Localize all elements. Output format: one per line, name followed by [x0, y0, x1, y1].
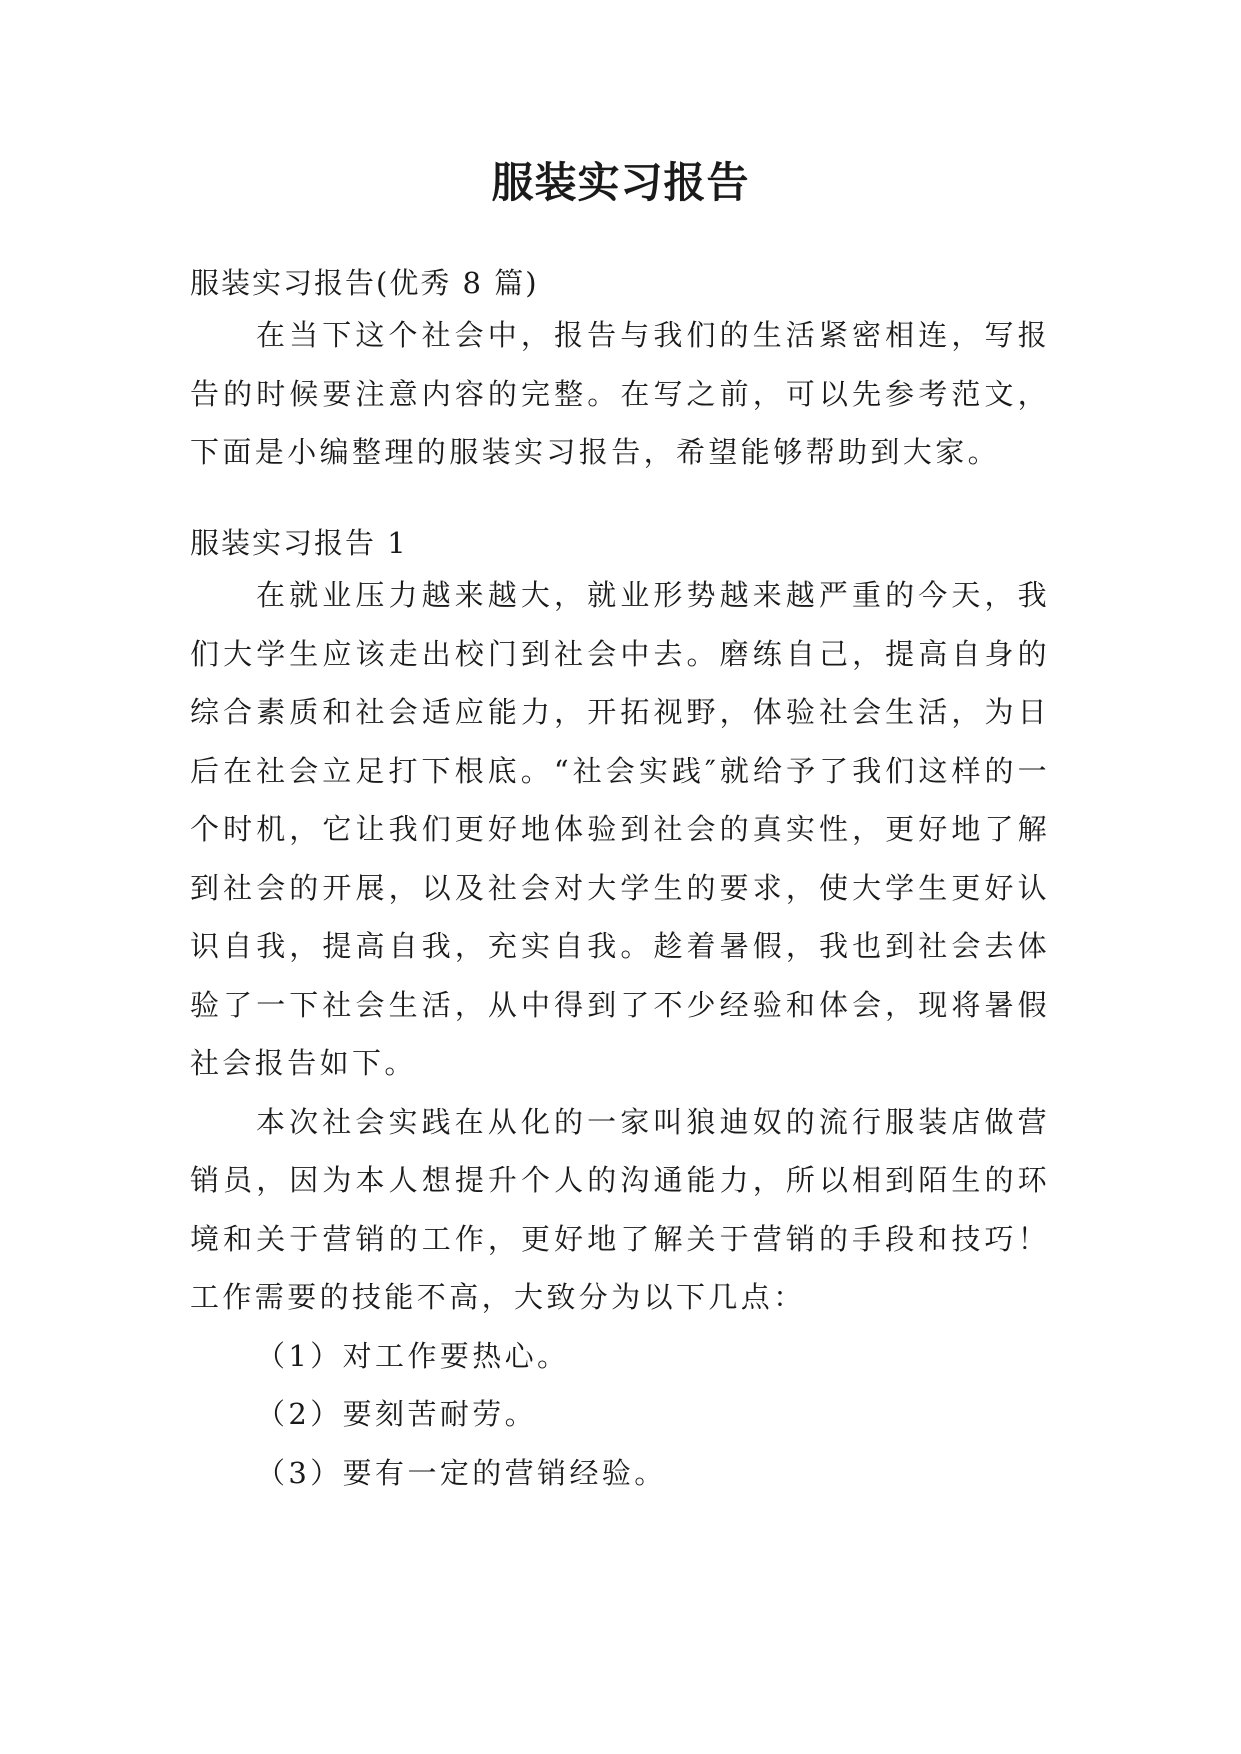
intro-block [190, 306, 1050, 482]
section-body [190, 566, 1050, 1502]
list-item: （3）要有一定的营销经验。 [256, 1455, 667, 1490]
document-subtitle: 服装实习报告(优秀 8 篇) [190, 266, 539, 300]
list-item: （2）要刻苦耐劳。 [256, 1397, 538, 1431]
list-item: （1）对工作要热心。 [256, 1338, 570, 1373]
intro-paragraph: 在当下这个社会中，报告与我们的生活紧密相连，写报告的时候要注意内容的完整。在写之前，可以先参考范文，下面是小编整理的服装实习报告，希望能够帮助到大家。 [190, 318, 1050, 469]
body-paragraph: 本次社会实践在从化的一家叫狼迪奴的流行服装店做营销员，因为本人想提升个人的沟通能力，所以相到陌生的环境和关于营销的工作，更好地了解关于营销的手段和技巧！工作需要的技能不高，大致分为以下几点： [190, 1104, 1050, 1314]
body-paragraph: 在就业压力越来越大，就业形势越来越严重的今天，我们大学生应该走出校门到社会中去。磨练自己，提高自身的综合素质和社会适应能力，开拓视野，体验社会生活，为日后在社会立足打下根底。“社会实践″就给予了我们这样的一个时机，它让我们更好地体验到社会的真实性，更好地了解到社会的开展，以及社会对大学生的要求，使大学生更好认识自我，提高自我，充实自我。趁着暑假，我也到社会去体验了一下社会生活，从中得到了不少经验和体会，现将暑假社会报告如下。 [190, 578, 1050, 1080]
document-title: 服装实习报告 [491, 158, 750, 207]
section-heading: 服装实习报告 1 [190, 526, 408, 560]
